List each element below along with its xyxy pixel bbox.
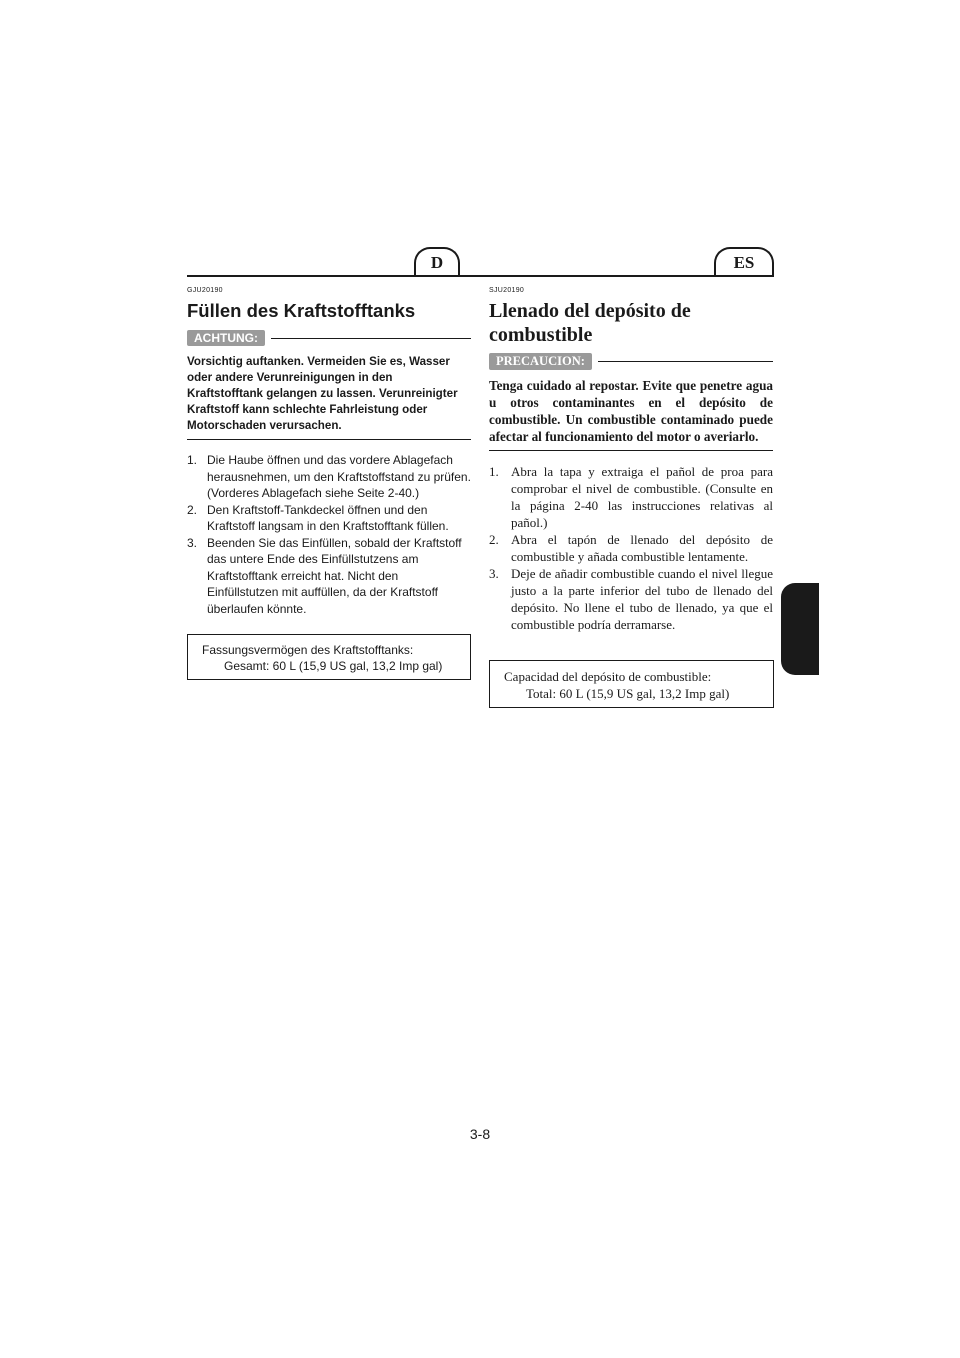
instruction-list [489, 463, 773, 633]
section-code: SJU20190 [489, 287, 525, 294]
warning-rule [271, 338, 471, 339]
capacity-spec-box [489, 660, 774, 708]
spec-label: Capacidad del depósito de combustible: [504, 669, 712, 684]
list-item: 1. Abra la tapa y extraiga el pañol de proa para comprobar el nivel de combustible. (Consulte en la página 2-40 las instrucciones relativas al pañol.) [489, 464, 773, 530]
section-title: Llenado del depósito de combustible [489, 300, 691, 346]
list-item: 3. Deje de añadir combustible cuando el nivel llegue justo a la parte inferior del tubo de llenado del depósito. No llene el tubo de llenado, ya que el combustible podría derramarse. [489, 566, 773, 632]
list-item: 3. Beenden Sie das Einfüllen, sobald der Kraftstoff das untere Ende des Einfüllstutzens am Kraftstofftank erreicht hat. Nicht den Einfüllstutzen mit auffüllen, da der Kraftstoff überlaufen könnte. [187, 535, 462, 616]
spec-label: Fassungsvermögen des Kraftstofftanks: [202, 643, 414, 657]
warning-label: ACHTUNG: [187, 330, 265, 346]
spec-value: Total: 60 L (15,9 US gal, 13,2 Imp gal) [526, 686, 730, 701]
warning-rule [598, 361, 773, 362]
list-item: 1. Die Haube öffnen und das vordere Ablagefach herausnehmen, um den Kraftstoffstand zu prüfen. (Vorderes Ablagefach siehe Seite 2-40.) [187, 453, 471, 500]
warning-header [187, 328, 471, 348]
list-item: 2. Den Kraftstoff-Tankdeckel öffnen und den Kraftstoff langsam in den Kraftstofftank füllen. [187, 502, 449, 533]
instruction-list [187, 452, 471, 617]
language-badge-spanish: ES [714, 247, 774, 275]
warning-label: PRECAUCION: [489, 353, 592, 370]
warning-text: Vorsichtig auftanken. Vermeiden Sie es, Wasser oder andere Verunreinigungen in den Kraftstofftank gelangen zu lassen. Verunreinigter Kraftstoff kann schlechte Fahrleistung oder Motorschaden verursachen. [187, 354, 471, 440]
spec-value: Gesamt: 60 L (15,9 US gal, 13,2 Imp gal) [224, 659, 443, 673]
section-code: GJU20190 [187, 287, 223, 294]
chapter-tab-marker [781, 583, 819, 675]
warning-header [489, 351, 773, 371]
section-title: Füllen des Kraftstofftanks [187, 300, 416, 321]
german-column [187, 287, 471, 617]
page-number: 3-8 [469, 1126, 491, 1142]
capacity-spec-box [187, 634, 471, 680]
spanish-column [489, 287, 773, 633]
language-badge-german: D [414, 247, 460, 275]
header-rule [187, 275, 774, 277]
warning-text: Tenga cuidado al repostar. Evite que penetre agua u otros contaminantes en el depósito de combustible. Un combustible contaminado puede afectar al funcionamiento del motor o averiarlo. [489, 377, 773, 451]
list-item: 2. Abra el tapón de llenado del depósito de combustible y añada combustible lentamente. [489, 532, 773, 564]
